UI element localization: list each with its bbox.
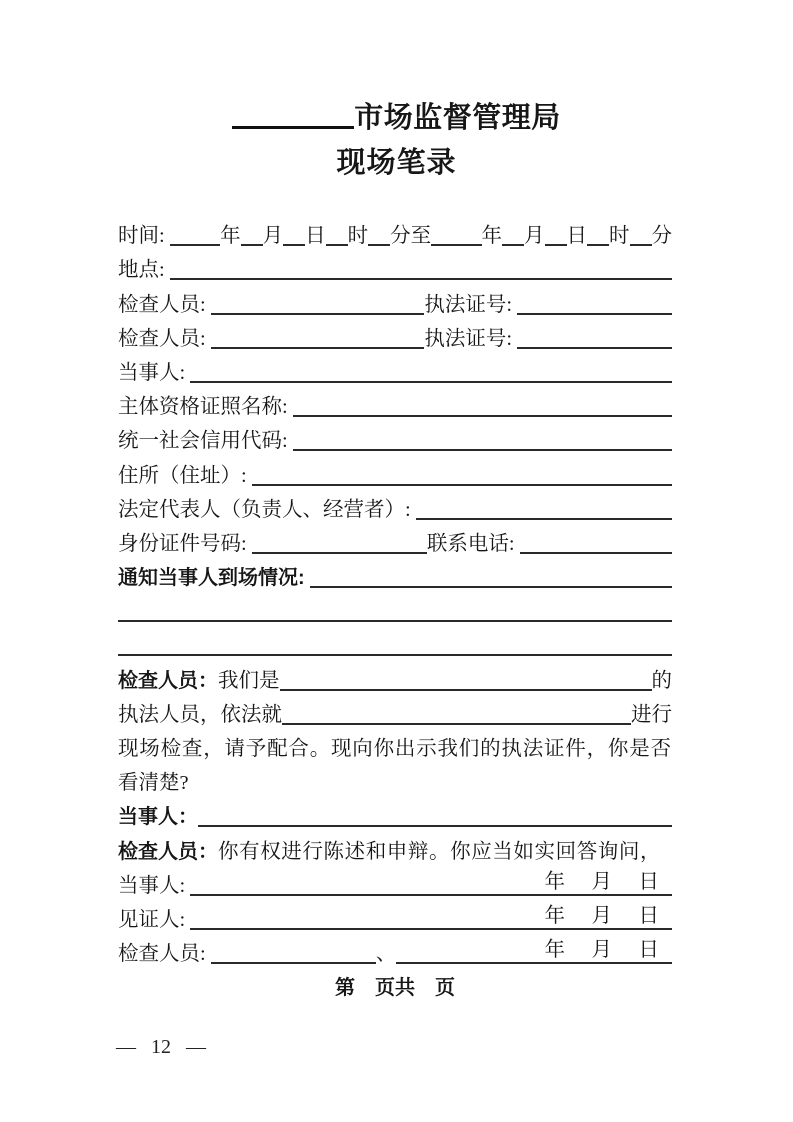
page-number: — 12 — [116, 1036, 206, 1058]
notify-label: 通知当事人到场情况: [118, 567, 311, 590]
time-day1-blank [283, 244, 305, 246]
cert1-blank [517, 313, 672, 315]
inspector2-blank [211, 347, 425, 349]
signature-witness-date: 年 月 日 [544, 904, 662, 927]
dialogue-party-line [118, 795, 672, 829]
legal-rep-label: 法定代表人（负责人、经营者）: [118, 498, 416, 521]
party-label: 当事人: [118, 361, 191, 384]
dialogue-inspector2-label: 检查人员： [118, 840, 218, 863]
signature-witness-label: 见证人: [118, 908, 191, 931]
time-year1-unit: 年 [220, 225, 241, 248]
legal-rep-blank [416, 518, 672, 520]
dialogue-intro-prefix: 我们是 [218, 669, 280, 692]
inspector1-label: 检查人员: [118, 293, 211, 316]
phone-blank [520, 552, 672, 554]
signature-party-label: 当事人: [118, 874, 191, 897]
field-row-legal-rep [118, 488, 672, 522]
time-year2-blank [431, 244, 481, 246]
signature-inspector-date: 年 月 日 [544, 939, 662, 962]
field-row-credit-code [118, 419, 672, 453]
field-row-inspector2 [118, 317, 672, 351]
field-row-address [118, 453, 672, 487]
inspector2-label: 检查人员: [118, 327, 211, 350]
id-number-label: 身份证件号码: [118, 532, 252, 555]
time-hour2-unit: 时 [609, 225, 630, 248]
time-month2-blank [502, 244, 524, 246]
doc-title: 现场笔录 [336, 147, 457, 179]
field-row-time [118, 214, 672, 248]
field-row-party [118, 351, 672, 385]
signature-party-blank [190, 871, 672, 896]
field-row-id-phone [118, 522, 672, 556]
time-minute2-unit: 分 [651, 225, 673, 248]
dialogue-inspector-line1 [118, 658, 672, 692]
credit-code-label: 统一社会信用代码: [118, 430, 293, 453]
signature-witness-blank [190, 905, 672, 930]
dialogue-line2-prefix: 执法人员，依法就 [118, 703, 282, 726]
signature-row-witness [118, 898, 672, 932]
license-blank [293, 415, 672, 417]
field-row-notify [118, 556, 672, 590]
signature-inspector-label: 检查人员: [118, 943, 211, 966]
title-block [0, 0, 793, 180]
time-minute2-blank [630, 244, 652, 246]
time-year1-blank [170, 244, 220, 246]
location-blank [170, 278, 672, 280]
time-day2-unit: 日 [566, 225, 588, 248]
address-label: 住所（住址）: [118, 464, 252, 487]
page-info-text: 第 页共 页 [335, 977, 455, 1000]
signature-inspector-blank-2 [396, 939, 672, 964]
page-info-row [118, 966, 672, 1000]
dialogue-rights-line [118, 829, 672, 863]
cert2-blank [517, 347, 672, 349]
field-row-license [118, 385, 672, 419]
address-blank [252, 484, 672, 486]
dialogue-matter-blank [282, 723, 631, 725]
write-in-line-1 [118, 590, 672, 624]
dialogue-inspector-line4 [118, 761, 672, 795]
credit-code-blank [293, 449, 672, 451]
time-day1-unit: 日 [305, 225, 326, 248]
org-name-blank [232, 126, 354, 129]
dialogue-party-label: 当事人： [118, 806, 198, 829]
license-label: 主体资格证照名称: [118, 396, 293, 419]
dialogue-inspector-label: 检查人员： [118, 669, 218, 692]
dialogue-inspector-line2 [118, 693, 672, 727]
signature-inspector-separator: 、 [375, 943, 397, 966]
signature-row-party [118, 864, 672, 898]
signature-row-inspectors [118, 932, 672, 966]
notify-blank [310, 586, 672, 588]
dialogue-party-blank [198, 825, 672, 827]
party-blank [190, 381, 672, 383]
time-hour1-blank [326, 244, 348, 246]
time-month1-unit: 月 [262, 225, 284, 248]
cert2-label: 执法证号: [424, 327, 518, 350]
dialogue-line3-text: 现场检查，请予配合。现向你出示我们的执法证件，你是否 [118, 738, 672, 760]
inspector1-blank [211, 313, 425, 315]
time-year2-unit: 年 [481, 225, 503, 248]
dialogue-org-blank [280, 689, 652, 691]
time-hour2-blank [587, 244, 609, 246]
write-in-line-2 [118, 624, 672, 658]
write-in-blank-2 [118, 654, 672, 656]
signature-party-date: 年 月 日 [544, 870, 662, 893]
dialogue-intro-suffix: 的 [651, 669, 672, 692]
org-title-line [0, 102, 793, 135]
dialogue-rights-text: 你有权进行陈述和申辩。你应当如实回答询问， [218, 840, 662, 863]
dialogue-inspector-line3 [118, 727, 672, 761]
field-row-inspector1 [118, 282, 672, 316]
cert1-label: 执法证号: [424, 293, 518, 316]
time-day2-blank [545, 244, 567, 246]
time-minute-to-unit: 分至 [390, 225, 432, 248]
write-in-blank-1 [118, 620, 672, 622]
location-label: 地点: [118, 259, 170, 282]
time-month2-unit: 月 [524, 225, 545, 248]
org-title: 市场监督管理局 [354, 102, 561, 134]
id-number-blank [252, 552, 427, 554]
time-minute1-blank [368, 244, 390, 246]
signature-inspector-blank-1 [211, 962, 376, 964]
dialogue-line4-text: 看清楚? [118, 772, 189, 795]
phone-label: 联系电话: [426, 532, 520, 555]
field-row-location [118, 248, 672, 282]
time-hour1-unit: 时 [347, 225, 369, 248]
time-label: 时间: [118, 225, 170, 248]
form-body [118, 214, 672, 1000]
time-month1-blank [241, 244, 263, 246]
dialogue-line2-suffix: 进行 [631, 703, 672, 726]
